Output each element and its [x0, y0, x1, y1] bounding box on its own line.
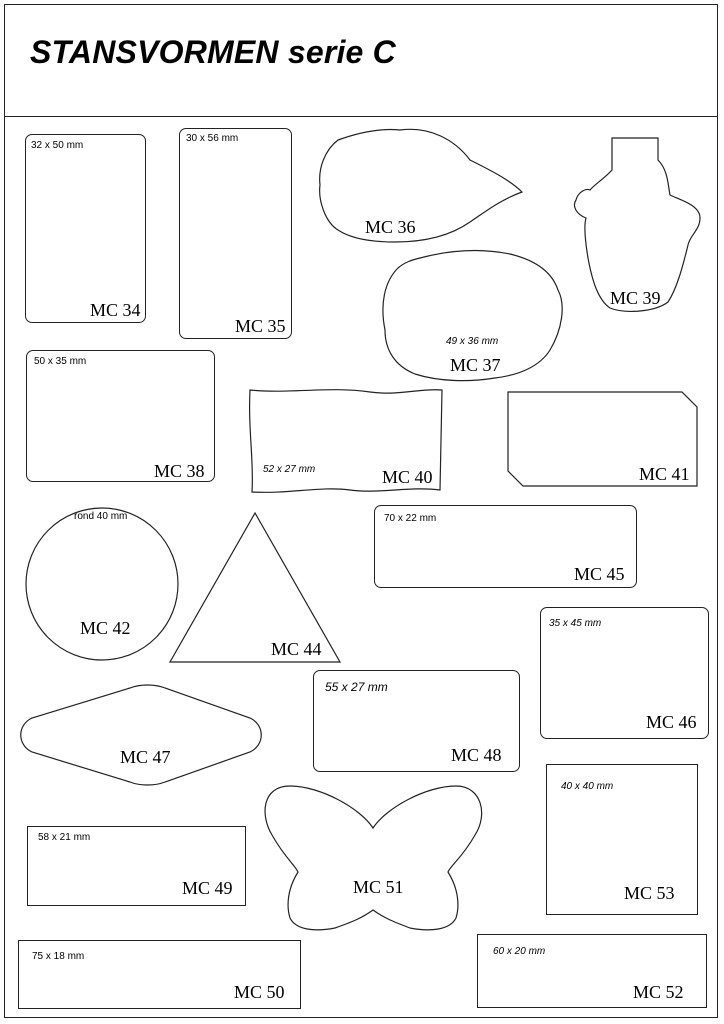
mc34-dimensions: 32 x 50 mm — [31, 140, 84, 151]
mc38-label: MC 38 — [154, 461, 205, 481]
mc45-dimensions: 70 x 22 mm — [384, 513, 437, 524]
mc51-label: MC 51 — [353, 877, 404, 897]
mc42-label: MC 42 — [80, 618, 131, 638]
mc38-dimensions: 50 x 35 mm — [34, 356, 87, 367]
mc34-outline — [25, 134, 146, 323]
mc53-dimensions: 40 x 40 mm — [561, 781, 614, 792]
mc46-dimensions: 35 x 45 mm — [549, 618, 602, 629]
mc39-outline — [574, 138, 700, 311]
mc45-label: MC 45 — [574, 564, 625, 584]
mc36-outline — [320, 129, 522, 242]
mc48-dimensions: 55 x 27 mm — [325, 680, 388, 694]
mc49-label: MC 49 — [182, 878, 233, 898]
mc35-dimensions: 30 x 56 mm — [186, 133, 239, 144]
mc35-label: MC 35 — [235, 316, 286, 336]
mc41-label: MC 41 — [639, 464, 690, 484]
mc52-dimensions: 60 x 20 mm — [493, 946, 546, 957]
mc47-label: MC 47 — [120, 747, 171, 767]
mc50-dimensions: 75 x 18 mm — [32, 951, 85, 962]
mc50-label: MC 50 — [234, 982, 285, 1002]
mc51-outline — [265, 786, 482, 930]
mc47-outline — [21, 685, 262, 785]
mc37-label: MC 37 — [450, 355, 501, 375]
mc34-label: MC 34 — [90, 300, 141, 320]
mc42-dimensions: rond 40 mm — [74, 511, 128, 522]
mc52-label: MC 52 — [633, 982, 684, 1002]
mc39-label: MC 39 — [610, 288, 661, 308]
mc35-outline — [179, 128, 292, 339]
page-title: STANSVORMEN serie C — [30, 34, 396, 70]
mc48-label: MC 48 — [451, 745, 502, 765]
mc36-label: MC 36 — [365, 217, 416, 237]
mc40-label: MC 40 — [382, 467, 433, 487]
mc37-dimensions: 49 x 36 mm — [446, 336, 499, 347]
mc49-dimensions: 58 x 21 mm — [38, 832, 91, 843]
mc46-label: MC 46 — [646, 712, 697, 732]
mc40-dimensions: 52 x 27 mm — [263, 464, 316, 475]
mc44-label: MC 44 — [271, 639, 322, 659]
mc53-label: MC 53 — [624, 883, 675, 903]
